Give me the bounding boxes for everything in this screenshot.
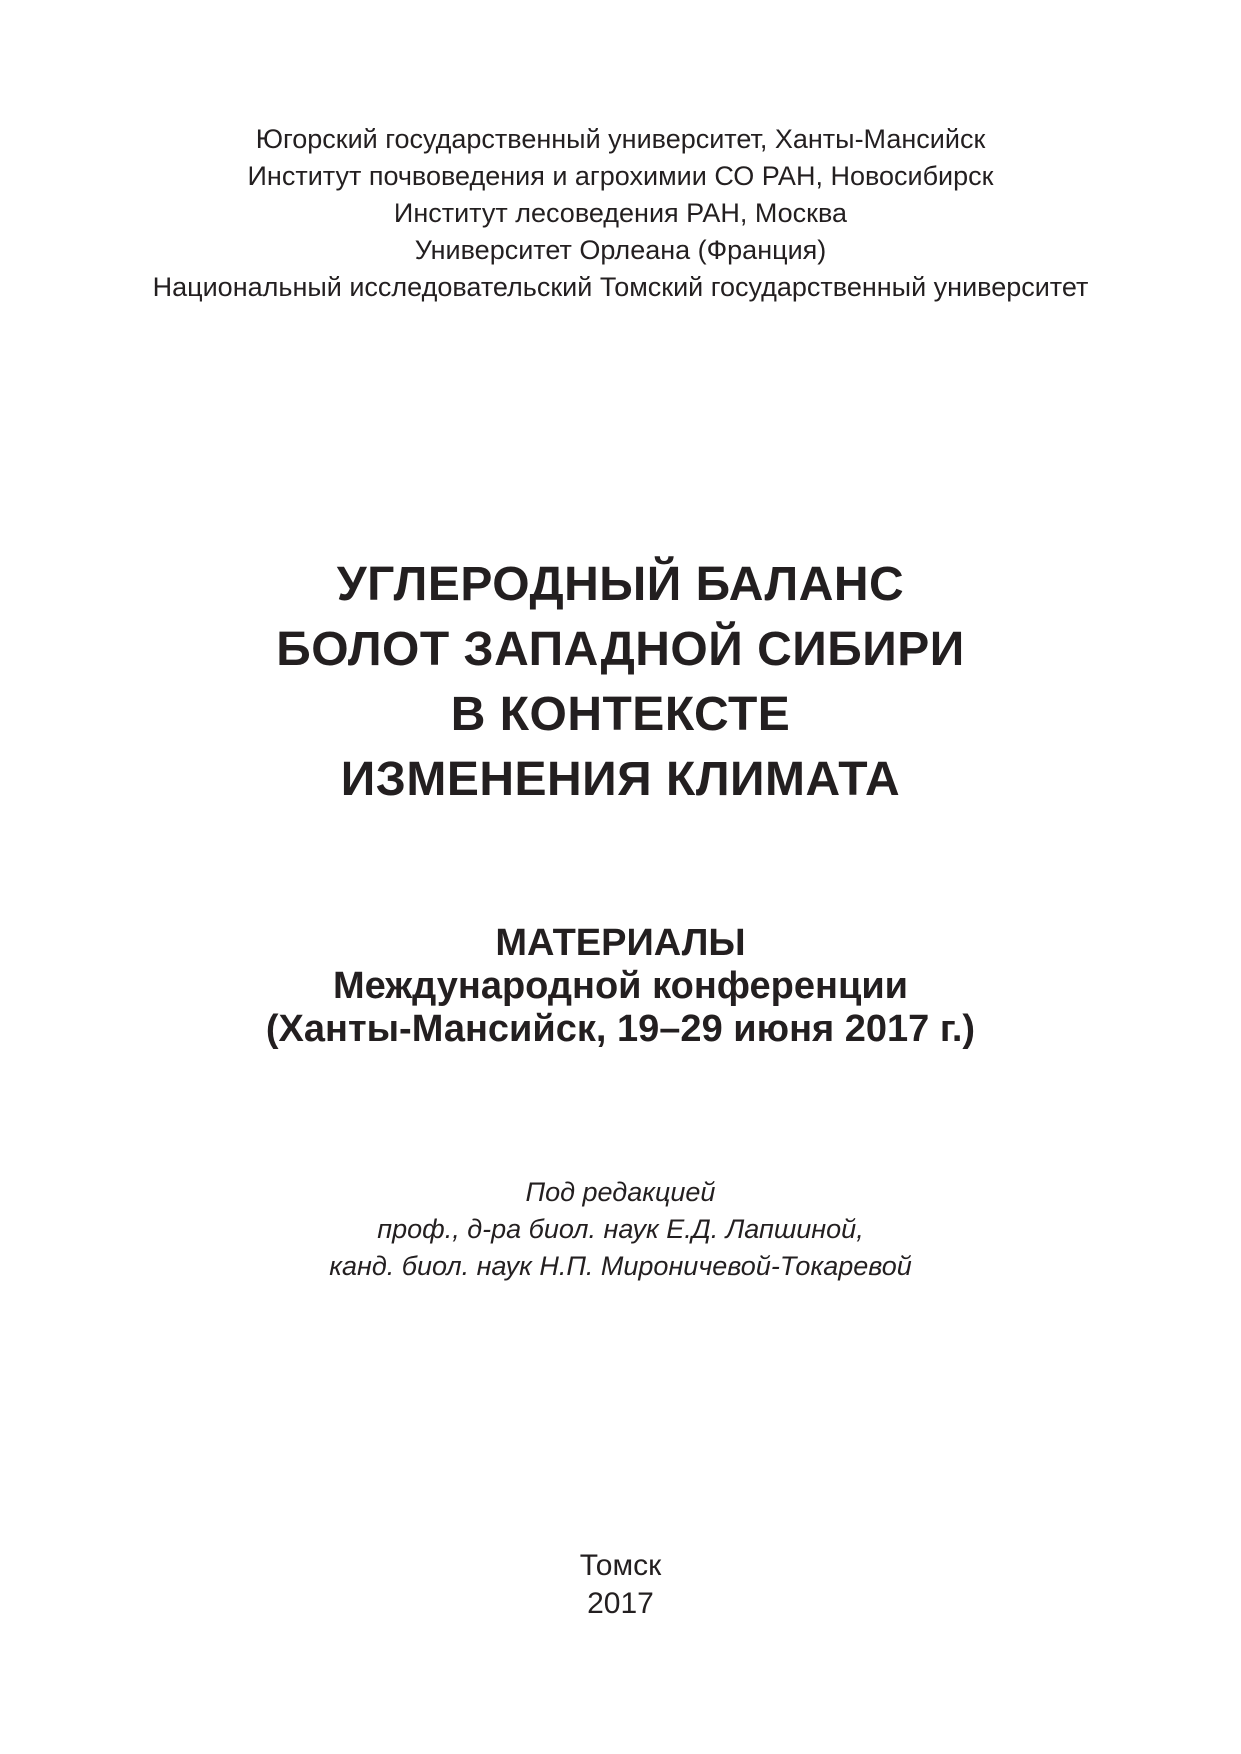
institutions-list (0, 121, 1241, 306)
title-line: УГЛЕРОДНЫЙ БАЛАНС (336, 558, 905, 611)
editors-line: Под редакцией (525, 1177, 716, 1207)
institution-line: Институт почвоведения и агрохимии СО РАН, Новосибирск (247, 161, 994, 191)
institution-line: Институт лесоведения РАН, Москва (393, 198, 848, 228)
subtitle-line: Международной конференции (332, 965, 909, 1007)
title-line: БОЛОТ ЗАПАДНОЙ СИБИРИ (276, 623, 965, 676)
editors-block (0, 1174, 1241, 1285)
institution-line: Университет Орлеана (Франция) (414, 235, 827, 265)
editors-line: канд. биол. наук Н.П. Мироничевой-Токаревой (329, 1251, 912, 1281)
subtitle-line: (Ханты-Мансийск, 19–29 июня 2017 г.) (265, 1008, 976, 1050)
subtitle-line: МАТЕРИАЛЫ (495, 922, 746, 964)
conference-subtitle (0, 922, 1241, 1051)
imprint-block (0, 1547, 1241, 1623)
imprint-city: Томск (579, 1549, 662, 1582)
title-line: В КОНТЕКСТЕ (450, 688, 791, 741)
editors-line: проф., д-ра биол. наук Е.Д. Лапшиной, (377, 1214, 864, 1244)
institution-line: Национальный исследовательский Томский государственный университет (152, 272, 1089, 302)
imprint-year: 2017 (587, 1587, 654, 1620)
book-title (0, 552, 1241, 812)
title-line: ИЗМЕНЕНИЯ КЛИМАТА (340, 753, 901, 806)
institution-line: Югорский государственный университет, Ханты-Мансийск (255, 124, 986, 154)
